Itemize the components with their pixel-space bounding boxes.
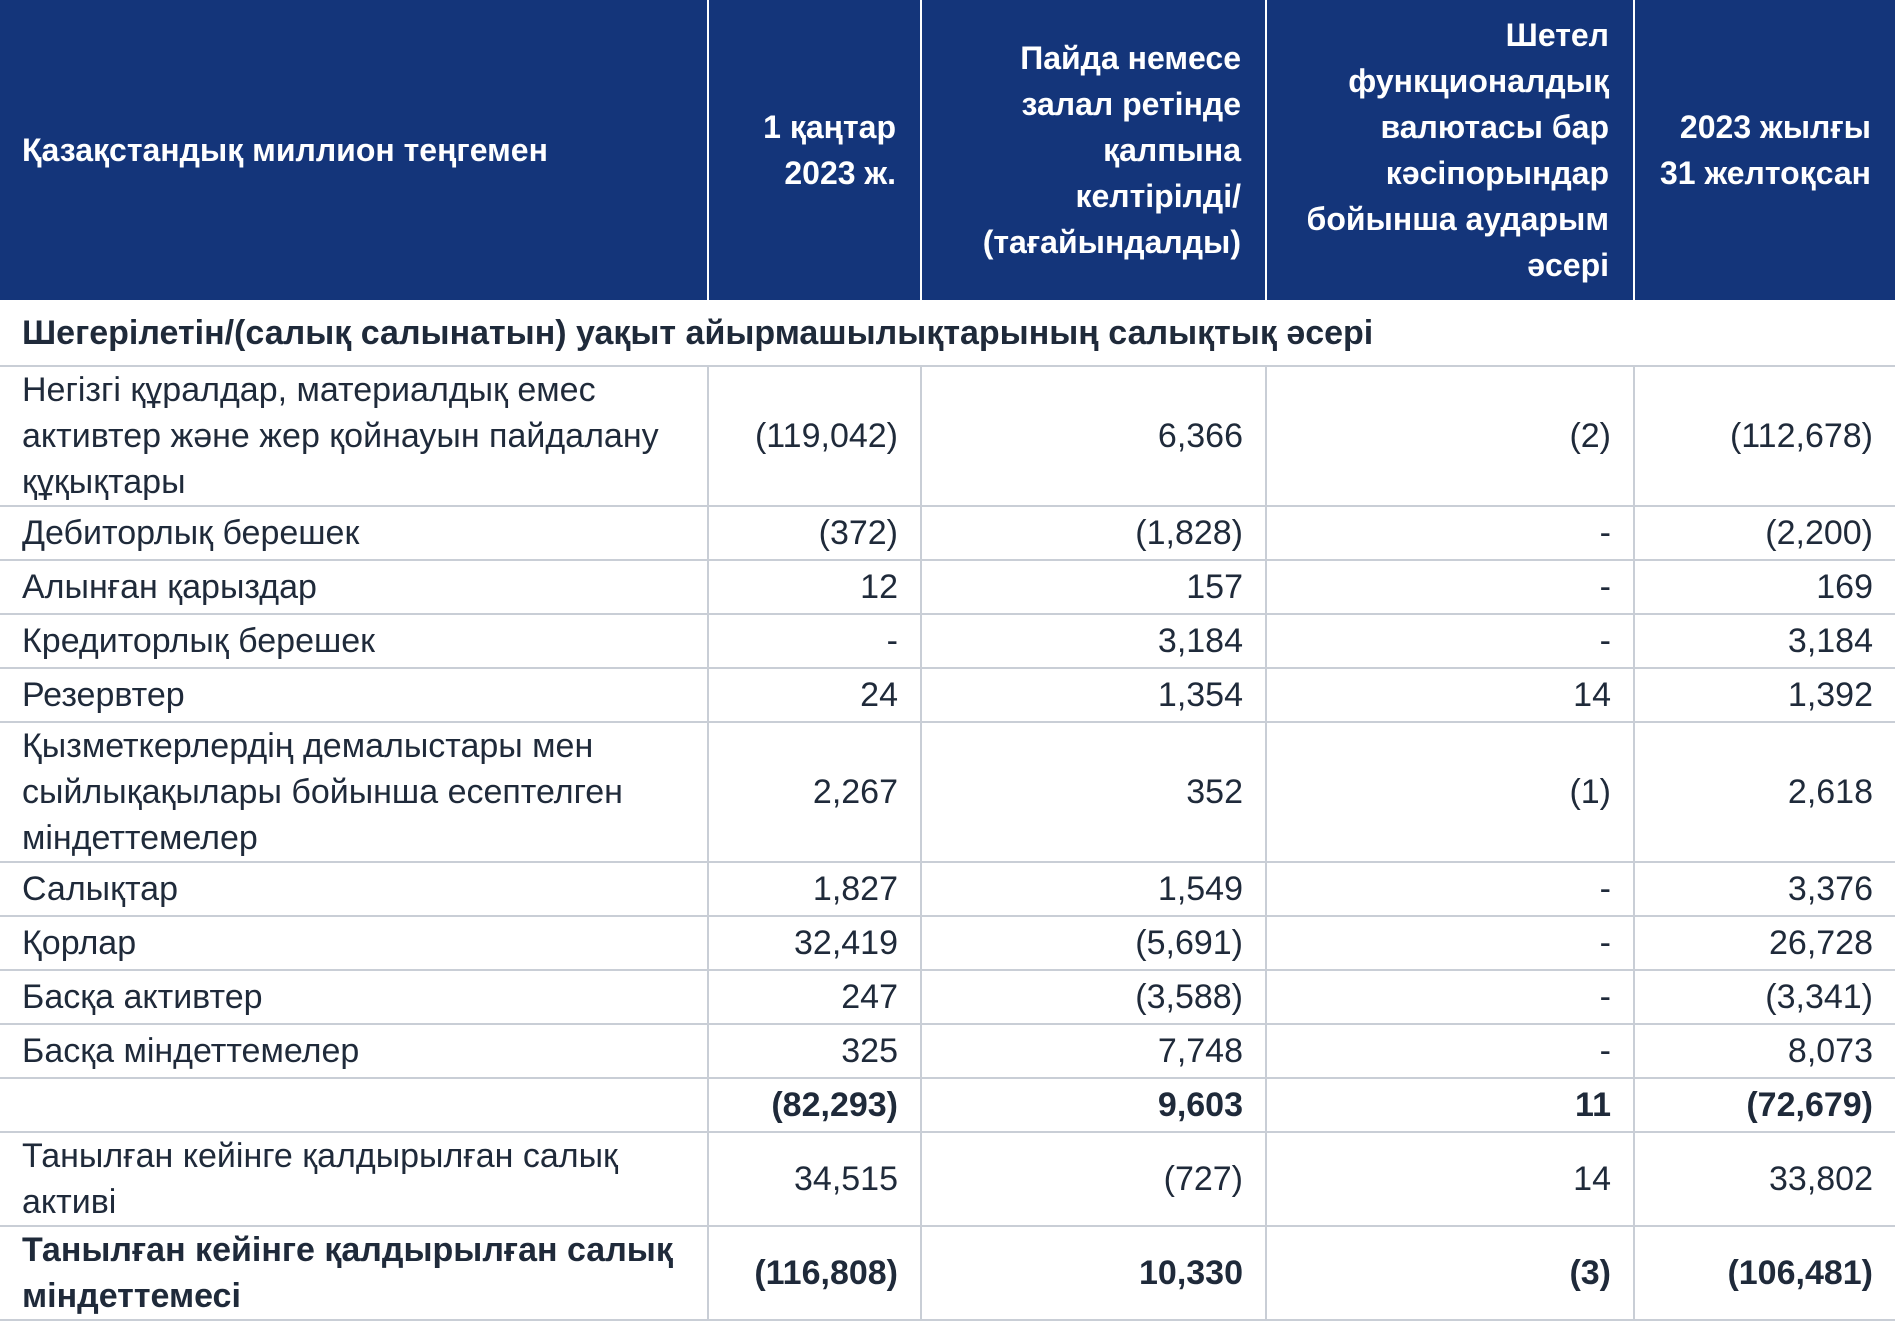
cell-fx: - [1266, 614, 1634, 668]
table-row [0, 916, 1895, 970]
cell-dec: (2,200) [1634, 506, 1895, 560]
cell-dec: (106,481) [1634, 1226, 1895, 1320]
cell-jan: 325 [708, 1024, 921, 1078]
cell-pl: (1,828) [921, 506, 1266, 560]
cell-jan: - [708, 614, 921, 668]
cell-dec: 1,392 [1634, 668, 1895, 722]
table-row [0, 862, 1895, 916]
header-fx-effect: Шетел функционалдық валютасы бар кәсіпорындар бойынша аударым әсері [1266, 0, 1634, 300]
cell-pl: 157 [921, 560, 1266, 614]
cell-dec: 169 [1634, 560, 1895, 614]
table-row [0, 614, 1895, 668]
cell-pl: 7,748 [921, 1024, 1266, 1078]
cell-fx: - [1266, 1024, 1634, 1078]
cell-dec: 2,618 [1634, 722, 1895, 862]
row-label [0, 1078, 708, 1132]
row-label: Дебиторлық берешек [0, 506, 708, 560]
cell-pl: 1,549 [921, 862, 1266, 916]
table-row [0, 506, 1895, 560]
header-jan-2023: 1 қаңтар 2023 ж. [708, 0, 921, 300]
cell-jan: 12 [708, 560, 921, 614]
section-row [0, 300, 1895, 366]
cell-pl: 1,354 [921, 668, 1266, 722]
table-row [0, 668, 1895, 722]
cell-fx: 14 [1266, 668, 1634, 722]
row-label: Алынған қарыздар [0, 560, 708, 614]
row-label: Басқа активтер [0, 970, 708, 1024]
cell-fx: - [1266, 970, 1634, 1024]
cell-pl: 6,366 [921, 366, 1266, 506]
header-label: Қазақстандық миллион теңгемен [0, 0, 708, 300]
cell-dec: 26,728 [1634, 916, 1895, 970]
row-label: Негізгі құралдар, материалдық емес активтер және жер қойнауын пайдалану құқықтары [0, 366, 708, 506]
table-row [0, 366, 1895, 506]
cell-jan: (119,042) [708, 366, 921, 506]
row-label: Қорлар [0, 916, 708, 970]
cell-fx: 11 [1266, 1078, 1634, 1132]
cell-dec: (3,341) [1634, 970, 1895, 1024]
header-row [0, 0, 1895, 300]
cell-fx: - [1266, 560, 1634, 614]
cell-jan: (372) [708, 506, 921, 560]
cell-fx: (2) [1266, 366, 1634, 506]
cell-fx: (3) [1266, 1226, 1634, 1320]
cell-jan: (82,293) [708, 1078, 921, 1132]
table-row [0, 560, 1895, 614]
cell-jan: 247 [708, 970, 921, 1024]
header-profit-loss: Пайда немесе залал ретінде қалпына келтірілді/ (тағайындалды) [921, 0, 1266, 300]
cell-fx: - [1266, 506, 1634, 560]
cell-pl: 9,603 [921, 1078, 1266, 1132]
cell-dec: 33,802 [1634, 1132, 1895, 1226]
row-label: Қызметкерлердің демалыстары мен сыйлықақылары бойынша есептелген міндеттемелер [0, 722, 708, 862]
cell-fx: - [1266, 862, 1634, 916]
row-label: Танылған кейінге қалдырылған салық міндеттемесі [0, 1226, 708, 1320]
cell-dec: 3,184 [1634, 614, 1895, 668]
cell-pl: (727) [921, 1132, 1266, 1226]
cell-dec: (72,679) [1634, 1078, 1895, 1132]
section-title: Шегерілетін/(салық салынатын) уақыт айырмашылықтарының салықтық әсері [0, 300, 1895, 366]
cell-pl: (3,588) [921, 970, 1266, 1024]
cell-pl: 352 [921, 722, 1266, 862]
cell-pl: 3,184 [921, 614, 1266, 668]
row-label: Салықтар [0, 862, 708, 916]
cell-jan: 24 [708, 668, 921, 722]
total-row [0, 1226, 1895, 1320]
cell-jan: (116,808) [708, 1226, 921, 1320]
cell-fx: 14 [1266, 1132, 1634, 1226]
row-label: Басқа міндеттемелер [0, 1024, 708, 1078]
cell-dec: (112,678) [1634, 366, 1895, 506]
cell-jan: 1,827 [708, 862, 921, 916]
row-label: Кредиторлық берешек [0, 614, 708, 668]
cell-pl: 10,330 [921, 1226, 1266, 1320]
cell-pl: (5,691) [921, 916, 1266, 970]
row-label: Танылған кейінге қалдырылған салық активі [0, 1132, 708, 1226]
cell-dec: 3,376 [1634, 862, 1895, 916]
table-row [0, 722, 1895, 862]
header-dec-2023: 2023 жылғы 31 желтоқсан [1634, 0, 1895, 300]
cell-fx: - [1266, 916, 1634, 970]
table-row [0, 970, 1895, 1024]
row-label: Резервтер [0, 668, 708, 722]
cell-jan: 2,267 [708, 722, 921, 862]
table-row [0, 1024, 1895, 1078]
cell-jan: 34,515 [708, 1132, 921, 1226]
cell-jan: 32,419 [708, 916, 921, 970]
table-row [0, 1132, 1895, 1226]
subtotal-row [0, 1078, 1895, 1132]
cell-dec: 8,073 [1634, 1024, 1895, 1078]
cell-fx: (1) [1266, 722, 1634, 862]
